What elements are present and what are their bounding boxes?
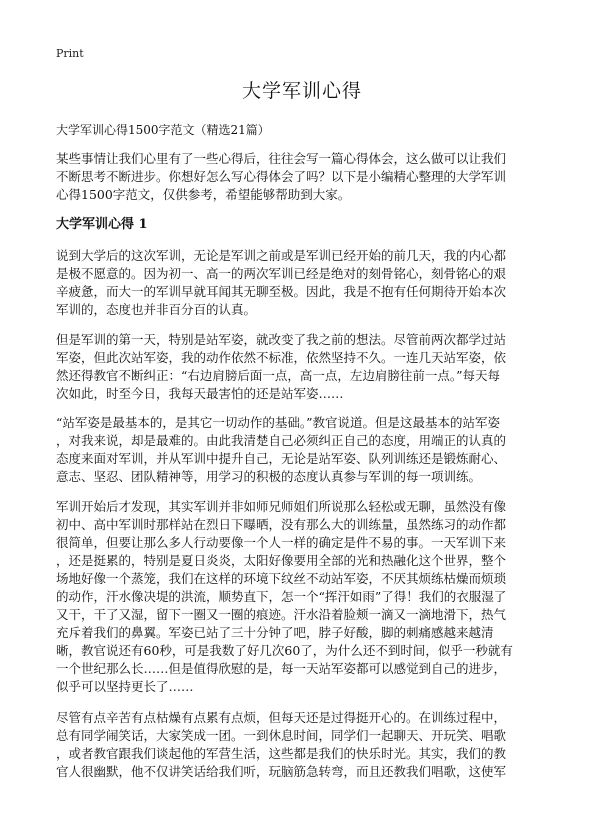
paragraph-line: 意志、坚忍、团队精神等，用学习的积极的态度认真参与军训的每一项训练。 [56,469,482,484]
paragraph-line: 然还得教官不断纠正：“右边肩膀后面一点，高一点，左边肩膀往前一点。”每天每 [56,368,501,383]
print-label: Print [56,47,84,60]
paragraph-line: 是极不愿意的。因为初一、高一的两次军训已经是绝对的刻骨铭心，刻骨铭心的艰 [56,266,507,281]
paragraph-line: 但是军训的第一天，特别是站军姿，就改变了我之前的想法。尽管前两次都学过站 [56,332,507,347]
paragraph-line: 军训的，态度也并非百分百的认真。 [56,302,257,317]
body-paragraph-3 [56,414,548,486]
paragraph-line: 官人很幽默，他不仅讲笑话给我们听，玩脑筋急转弯，而且还教我们唱歌，这使军 [56,764,507,779]
body-paragraph-2 [56,331,548,403]
document-subtitle: 大学军训心得1500字范文（精选21篇） [56,123,270,137]
intro-paragraph [56,150,548,204]
paragraph-line: 军姿，但此次站军姿，我的动作依然不标准，依然坚持不久。一连几天站军姿，依 [56,350,507,365]
paragraph-line: 尽管有点辛苦有点枯燥有点累有点烦，但每天还是过得挺开心的。在训练过程中， [56,710,507,725]
paragraph-line: ，或者教官跟我们谈起他的军营生活，这些都是我们的快乐时光。其实，我们的教 [56,746,507,761]
paragraph-line: 辛疲惫，而大一的军训早就耳闻其无聊至极。因此，我是不抱有任何期待开始本次 [56,284,507,299]
paragraph-line: 又干，干了又湿，留下一圈又一圈的痕迹。汗水沿着脸颊一滴又一滴地滑下，热气 [56,607,507,622]
intro-line: 某些事情让我们心里有了一些心得后，往往会写一篇心得体会，这么做可以让我们 [56,151,507,166]
paragraph-line: 一个世纪那么长……但是值得欣慰的是，每一天站军姿都可以感觉到自己的进步， [56,661,507,676]
paragraph-line: 的动作，汗水像决堤的洪流，顺势直下，怎一个“挥汗如雨”了得！我们的衣服湿了 [56,589,507,604]
paragraph-line: ，还是挺累的，特别是夏日炎炎，太阳好像要用全部的光和热融化这个世界，整个 [56,553,507,568]
section-heading: 大学军训心得 1 [56,217,148,232]
paragraph-line: 态度来面对军训，并从军训中提升自己，无论是站军姿、队列训练还是锻炼耐心、 [56,451,507,466]
paragraph-line: 初中、高中军训时那样站在烈日下曝晒，没有那么大的训练量，虽然练习的动作都 [56,517,507,532]
paragraph-line: 充斥着我们的鼻翼。军姿已站了三十分钟了吧，脖子好酸，脚的刺痛感越来越清 [56,625,494,640]
body-paragraph-4 [56,498,548,696]
paragraph-line: 场地好像一个蒸笼，我们在这样的环境下纹丝不动站军姿，不厌其烦练枯燥而烦琐 [56,571,507,586]
paragraph-line: “站军姿是最基本的，是其它一切动作的基础。”教官说道。但是这最基本的站军姿 [56,415,501,430]
page-title: 大学军训心得 [241,80,362,102]
paragraph-line: 总有同学闹笑话，大家笑成一团。一到休息时间，同学们一起聊天、开玩笑、唱歌 [56,728,507,743]
intro-line: 不断思考不断进步。你想好怎么写心得体会了吗？以下是小编精心整理的大学军训 [56,169,507,184]
paragraph-line: 说到大学后的这次军训，无论是军训之前或是军训已经开始的前几天，我的内心都 [56,248,507,263]
body-paragraph-5 [56,709,548,781]
body-paragraph-1 [56,247,548,319]
paragraph-line: 很简单，但要让那么多人行动要像一个人一样的确定是件不易的事。一天军训下来 [56,535,507,550]
paragraph-line: 次如此，时至今日，我每天最害怕的还是站军姿…… [56,386,344,401]
paragraph-line: 似乎可以坚持更长了…… [56,679,194,694]
paragraph-line: 军训开始后才发现，其实军训并非如师兄师姐们所说那么轻松或无聊，虽然没有像 [56,499,507,514]
paragraph-line: ，对我来说，却是最难的。由此我清楚自己必须纠正自己的态度，用端正的认真的 [56,433,507,448]
paragraph-line: 晰，教官说还有60秒，可是我数了好几次60了，为什么还不到时间，似乎一秒就有 [56,643,513,658]
intro-line: 心得1500字范文，仅供参考，希望能够帮助到大家。 [56,187,351,202]
